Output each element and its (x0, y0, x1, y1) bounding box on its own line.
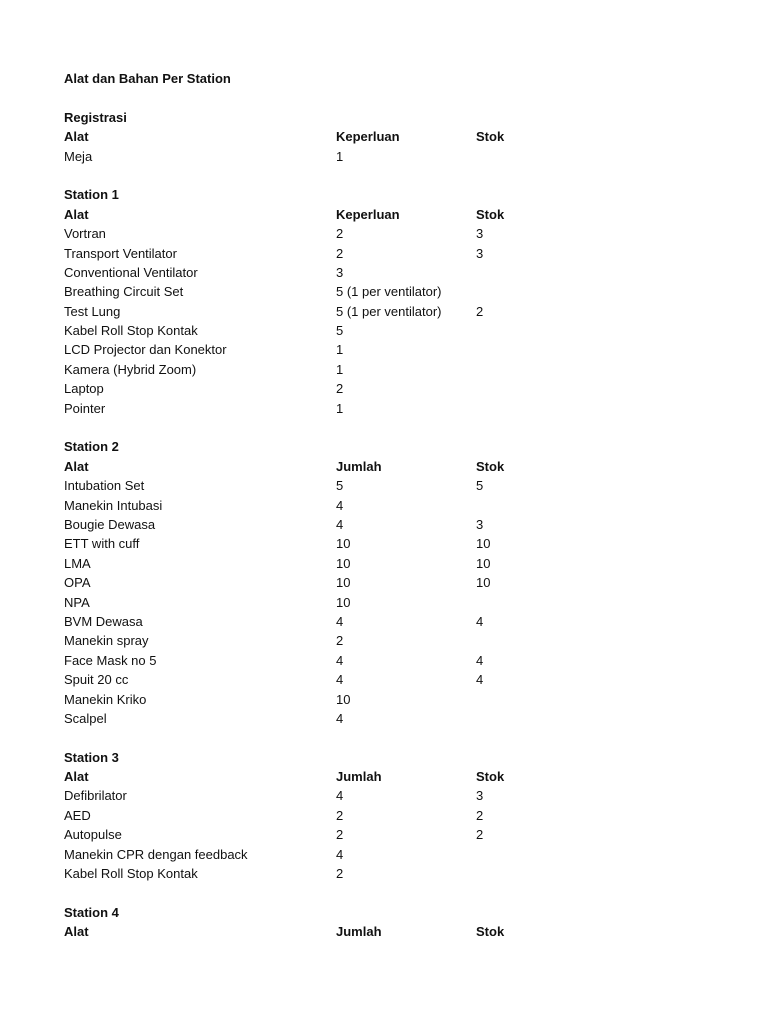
item-name-cell: BVM Dewasa (64, 613, 143, 629)
item-name-cell: Conventional Ventilator (64, 264, 198, 280)
stock-cell (476, 147, 556, 166)
table-row (64, 593, 704, 612)
stock-cell: 3 (476, 226, 484, 242)
item-name-cell: LMA (64, 555, 91, 571)
stock-cell (476, 263, 556, 282)
item-name-cell: Manekin CPR dengan feedback (64, 846, 248, 862)
stock-cell (476, 379, 556, 398)
quantity-cell: 4 (336, 613, 344, 629)
stock-cell: 10 (476, 536, 491, 552)
quantity-cell: 4 (336, 516, 344, 532)
item-name-cell: Vortran (64, 226, 106, 242)
item-name-cell: Face Mask no 5 (64, 652, 157, 668)
table-row (64, 340, 704, 359)
stock-cell (476, 321, 556, 340)
table-row (64, 321, 704, 340)
stock-cell: 4 (476, 652, 484, 668)
item-name-cell: Intubation Set (64, 478, 145, 494)
item-name-cell: Meja (64, 148, 93, 164)
table-row (64, 573, 704, 592)
quantity-cell: 5 (1 per ventilator) (336, 284, 442, 300)
table-row (64, 496, 704, 515)
item-name-cell: Kabel Roll Stop Kontak (64, 323, 198, 339)
item-name-cell: Kabel Roll Stop Kontak (64, 866, 198, 882)
quantity-cell: 5 (1 per ventilator) (336, 303, 442, 319)
table-row (64, 806, 704, 825)
column-header: Jumlah (336, 769, 382, 785)
section-heading: Station 2 (64, 439, 119, 455)
item-name-cell: Bougie Dewasa (64, 516, 156, 532)
quantity-cell: 2 (336, 226, 344, 242)
quantity-cell: 1 (336, 361, 344, 377)
quantity-cell: 4 (336, 710, 344, 726)
item-name-cell: Test Lung (64, 303, 121, 319)
table-row (64, 690, 704, 709)
item-name-cell: Manekin spray (64, 633, 149, 649)
item-name-cell: Scalpel (64, 710, 107, 726)
column-header: Keperluan (336, 206, 400, 222)
section-spacer (64, 728, 704, 747)
quantity-cell: 10 (336, 555, 351, 571)
stock-cell (476, 631, 556, 650)
document-title: Alat dan Bahan Per Station (64, 71, 231, 86)
table-row (64, 709, 704, 728)
quantity-cell: 10 (336, 594, 351, 610)
item-name-cell: Spuit 20 cc (64, 672, 129, 688)
quantity-cell: 1 (336, 342, 344, 358)
item-name-cell: Manekin Intubasi (64, 497, 163, 513)
item-name-cell: OPA (64, 575, 91, 591)
table-row (64, 651, 704, 670)
stock-cell: 4 (476, 672, 484, 688)
column-header: Jumlah (336, 458, 382, 474)
column-header: Keperluan (336, 129, 400, 145)
quantity-cell: 2 (336, 866, 344, 882)
column-header: Alat (64, 769, 89, 785)
stock-cell (476, 340, 556, 359)
section-spacer (64, 418, 704, 437)
table-row (64, 476, 704, 495)
section-heading: Station 3 (64, 749, 119, 765)
stock-cell (476, 399, 556, 418)
stock-cell: 3 (476, 245, 484, 261)
table-header-row (64, 457, 704, 476)
column-header: Stok (476, 769, 505, 785)
item-name-cell: Manekin Kriko (64, 691, 147, 707)
table-row (64, 282, 704, 301)
quantity-cell: 2 (336, 827, 344, 843)
table-row (64, 263, 704, 282)
item-name-cell: LCD Projector dan Konektor (64, 342, 227, 358)
document-page (64, 69, 704, 942)
section-spacer (64, 88, 704, 107)
stock-cell: 2 (476, 827, 484, 843)
stock-cell: 10 (476, 575, 491, 591)
quantity-cell: 10 (336, 691, 351, 707)
table-row (64, 244, 704, 263)
stock-cell (476, 709, 556, 728)
table-row (64, 631, 704, 650)
section-spacer (64, 883, 704, 902)
column-header: Alat (64, 129, 89, 145)
quantity-cell: 4 (336, 652, 344, 668)
column-header: Stok (476, 458, 505, 474)
stock-cell: 2 (476, 303, 484, 319)
table-header-row (64, 767, 704, 786)
table-row (64, 534, 704, 553)
column-header: Alat (64, 924, 89, 940)
table-row (64, 399, 704, 418)
table-row (64, 554, 704, 573)
table-row (64, 147, 704, 166)
item-name-cell: Autopulse (64, 827, 122, 843)
section-spacer (64, 166, 704, 185)
quantity-cell: 2 (336, 633, 344, 649)
column-header: Alat (64, 458, 89, 474)
item-name-cell: Kamera (Hybrid Zoom) (64, 361, 197, 377)
stock-cell (476, 282, 556, 301)
table-row (64, 845, 704, 864)
table-row (64, 360, 704, 379)
sections-container (64, 88, 704, 941)
quantity-cell: 1 (336, 400, 344, 416)
stock-cell (476, 845, 556, 864)
stock-cell: 10 (476, 555, 491, 571)
table-row (64, 670, 704, 689)
item-name-cell: Transport Ventilator (64, 245, 177, 261)
item-name-cell: Laptop (64, 381, 104, 397)
stock-cell (476, 593, 556, 612)
column-header: Stok (476, 924, 505, 940)
table-row (64, 612, 704, 631)
stock-cell (476, 690, 556, 709)
table-row (64, 864, 704, 883)
stock-cell: 3 (476, 516, 484, 532)
item-name-cell: NPA (64, 594, 90, 610)
item-name-cell: Defibrilator (64, 788, 127, 804)
item-name-cell: Breathing Circuit Set (64, 284, 184, 300)
section-heading: Registrasi (64, 109, 127, 125)
table-row (64, 515, 704, 534)
table-row (64, 379, 704, 398)
quantity-cell: 5 (336, 323, 344, 339)
quantity-cell: 2 (336, 245, 344, 261)
quantity-cell: 4 (336, 846, 344, 862)
quantity-cell: 2 (336, 807, 344, 823)
stock-cell (476, 864, 556, 883)
quantity-cell: 4 (336, 672, 344, 688)
quantity-cell: 10 (336, 536, 351, 552)
stock-cell (476, 496, 556, 515)
quantity-cell: 5 (336, 478, 344, 494)
stock-cell (476, 360, 556, 379)
stock-cell: 5 (476, 478, 484, 494)
quantity-cell: 4 (336, 788, 344, 804)
item-name-cell: AED (64, 807, 91, 823)
table-row (64, 825, 704, 844)
quantity-cell: 10 (336, 575, 351, 591)
quantity-cell: 3 (336, 264, 344, 280)
quantity-cell: 1 (336, 148, 344, 164)
stock-cell: 3 (476, 788, 484, 804)
item-name-cell: Pointer (64, 400, 106, 416)
column-header: Stok (476, 206, 505, 222)
section-heading: Station 4 (64, 904, 119, 920)
table-row (64, 786, 704, 805)
table-header-row (64, 205, 704, 224)
table-row (64, 224, 704, 243)
column-header: Jumlah (336, 924, 382, 940)
stock-cell: 4 (476, 613, 484, 629)
stock-cell: 2 (476, 807, 484, 823)
quantity-cell: 4 (336, 497, 344, 513)
item-name-cell: ETT with cuff (64, 536, 140, 552)
table-header-row (64, 922, 704, 941)
table-header-row (64, 127, 704, 146)
table-row (64, 302, 704, 321)
quantity-cell: 2 (336, 381, 344, 397)
section-heading: Station 1 (64, 187, 119, 203)
column-header: Stok (476, 129, 505, 145)
column-header: Alat (64, 206, 89, 222)
